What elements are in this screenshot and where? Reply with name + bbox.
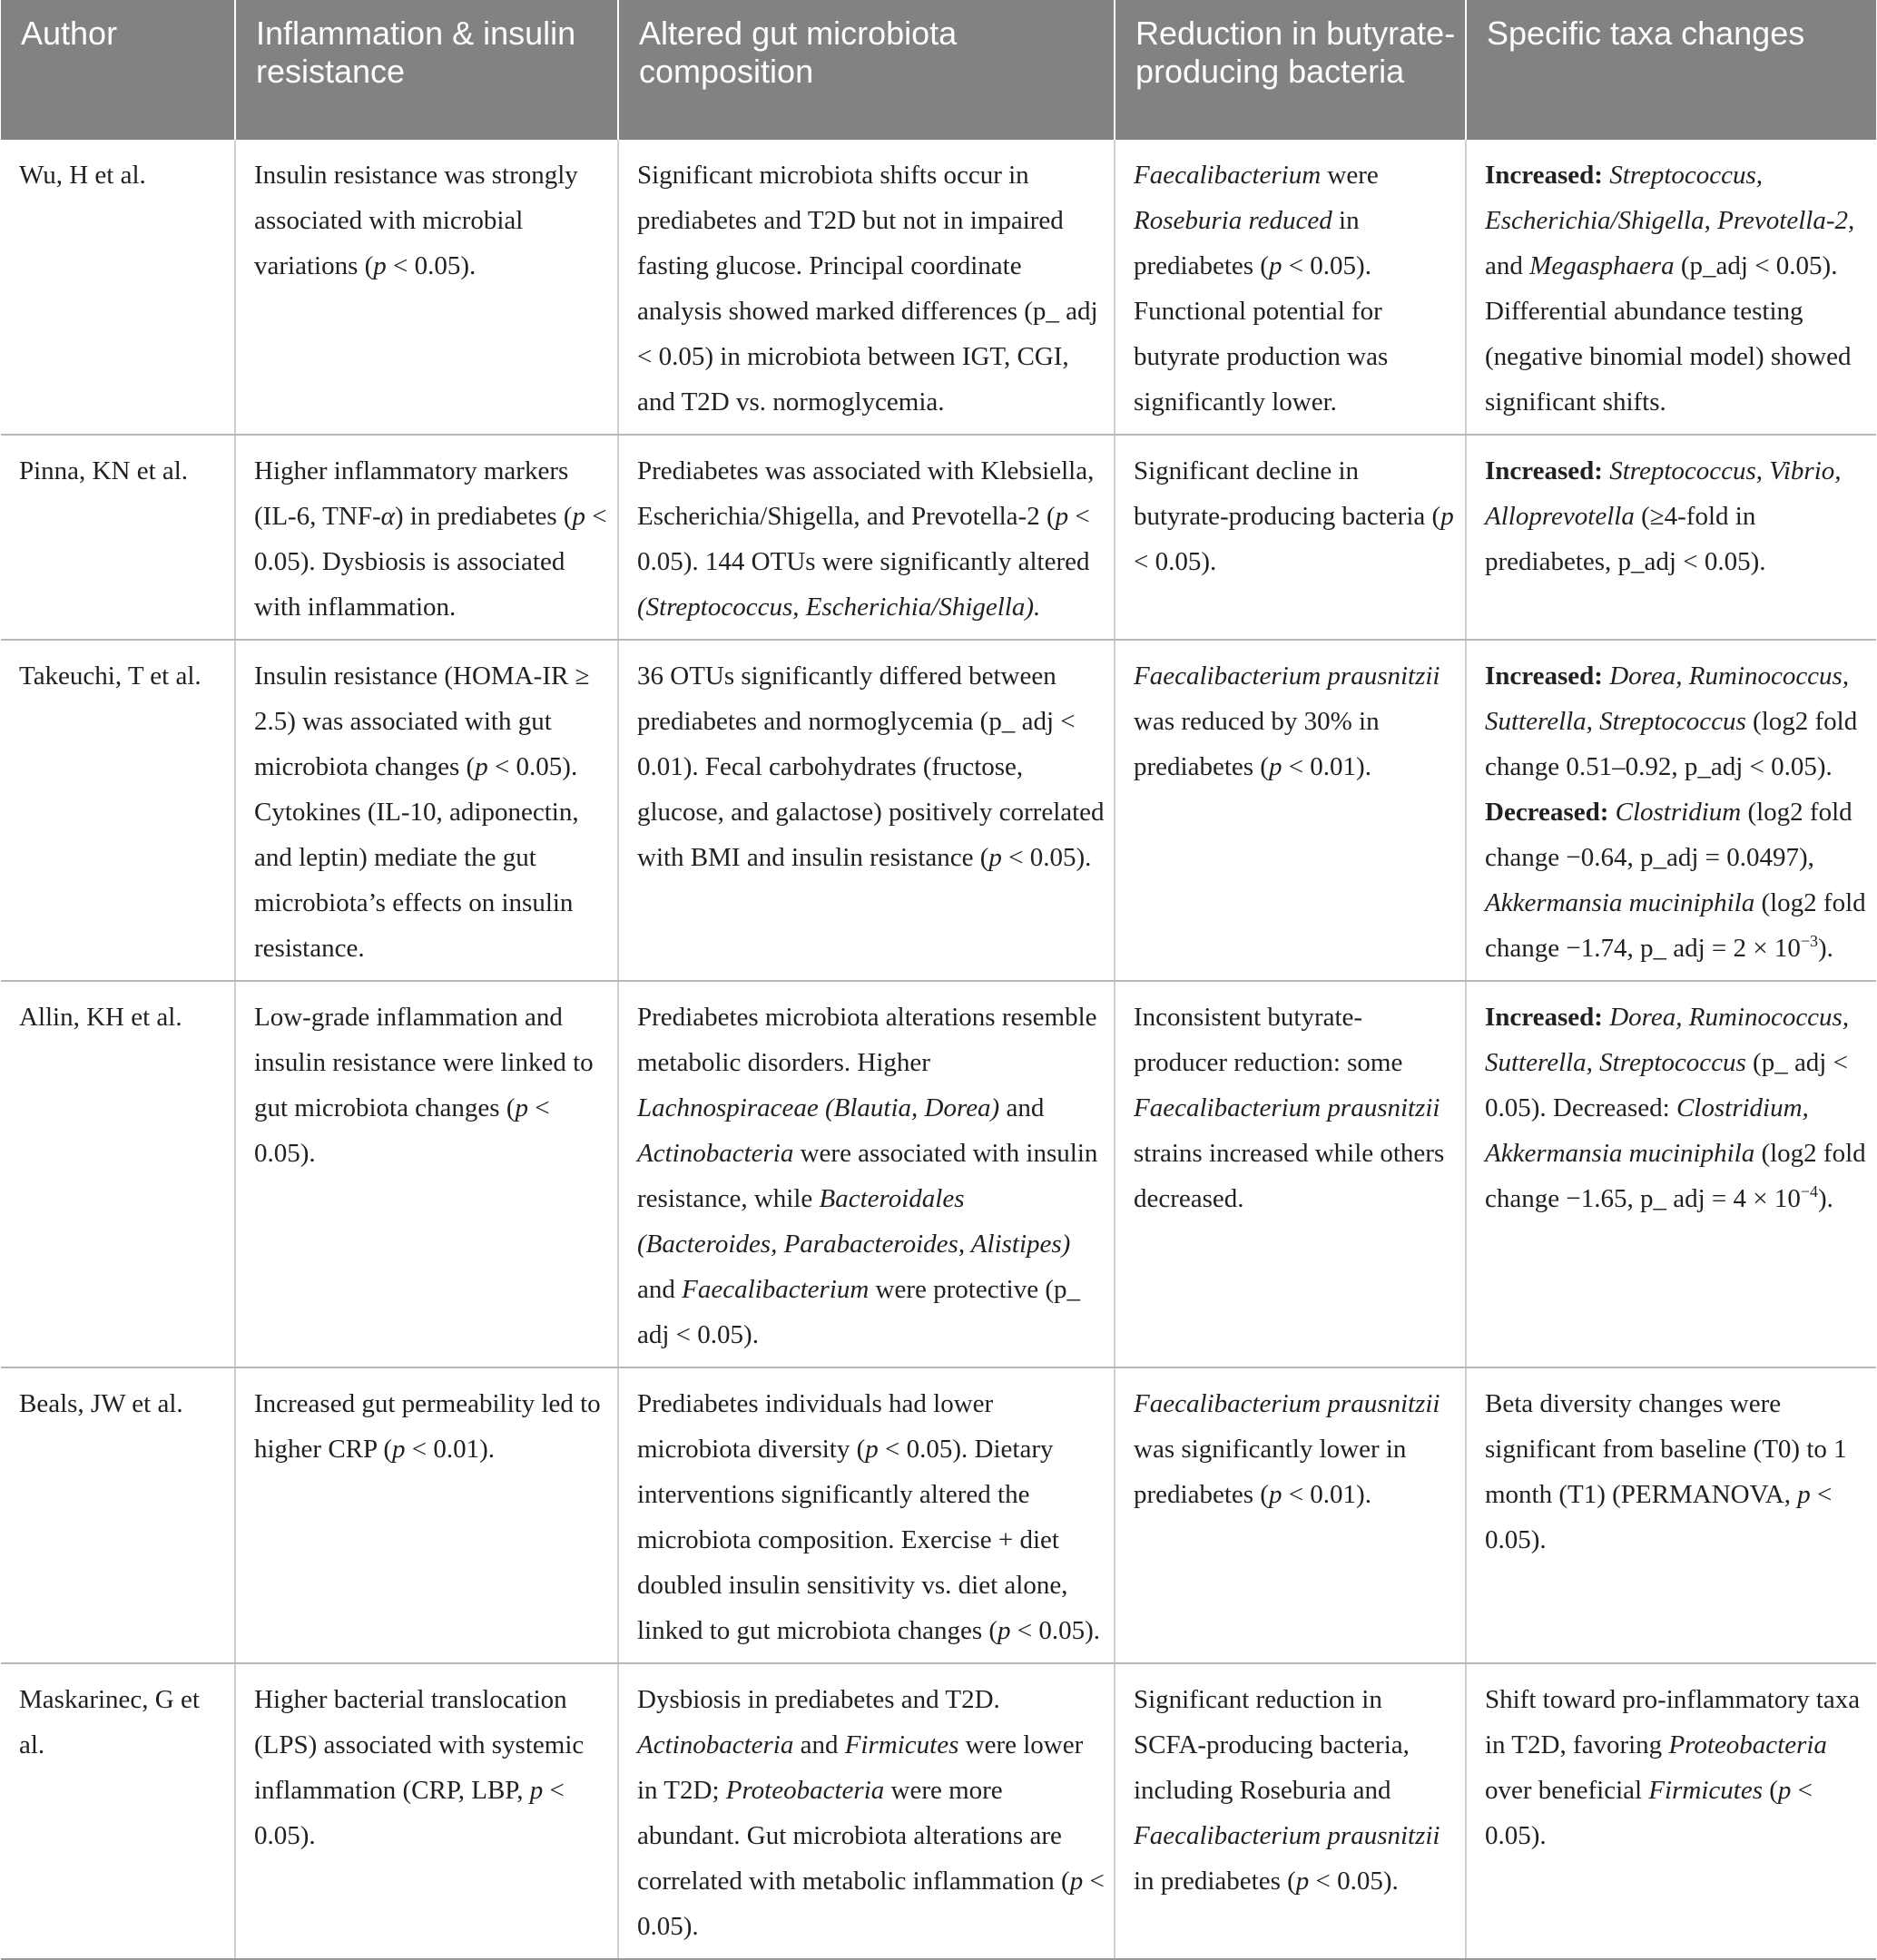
author-cell: Takeuchi, T et al. — [1, 640, 235, 981]
italic-text: Firmicutes — [1648, 1776, 1763, 1805]
italic-text: Clostridium — [1615, 798, 1742, 827]
table-row — [1, 435, 1876, 640]
italic-text: p — [515, 1093, 528, 1122]
butyrate-cell: Faecalibacterium were Roseburia reduced in prediabetes (p < 0.05). Functional potential for butyrate production was significantly lower. — [1115, 140, 1466, 435]
italic-text: Dorea, Ruminococcus, Sutterella, Streptococcus — [1485, 1003, 1850, 1077]
bold-label: Increased: — [1485, 456, 1603, 485]
header-microbiota: Altered gut microbiota composition — [618, 0, 1115, 140]
bold-label: Increased: — [1485, 161, 1603, 190]
italic-text: Dorea, Ruminococcus, Sutterella, Streptococcus — [1485, 662, 1850, 736]
header-butyrate: Reduction in butyrate-producing bacteria — [1115, 0, 1466, 140]
italic-text: Streptococcus, Escherichia/Shigella, Prevotella-2, — [1485, 161, 1855, 235]
inflammation-cell: Higher inflammatory markers (IL-6, TNF-α) in prediabetes (p < 0.05). Dysbiosis is associated with inflammation. — [235, 435, 618, 640]
italic-text: Lachnospiraceae (Blautia, Dorea) — [637, 1093, 1000, 1122]
italic-text: Actinobacteria — [637, 1139, 794, 1168]
taxa-cell: Beta diversity changes were significant from baseline (T0) to 1 month (T1) (PERMANOVA, p < 0.05). — [1466, 1367, 1876, 1663]
italic-text: Proteobacteria — [725, 1776, 885, 1805]
butyrate-cell: Inconsistent butyrate-producer reduction: some Faecalibacterium prausnitzii strains increased while others decreased. — [1115, 981, 1466, 1367]
superscript: −3 — [1800, 932, 1818, 951]
italic-text: (Streptococcus, Escherichia/Shigella). — [637, 593, 1041, 622]
bold-label: Increased: — [1485, 1003, 1603, 1032]
table-row — [1, 1663, 1876, 1959]
superscript: −4 — [1800, 1182, 1818, 1201]
italic-text: Clostridium, Akkermansia muciniphila — [1485, 1093, 1809, 1168]
butyrate-cell: Faecalibacterium prausnitzii was reduced by 30% in prediabetes (p < 0.01). — [1115, 640, 1466, 981]
italic-text: Proteobacteria — [1668, 1730, 1827, 1759]
italic-text: Akkermansia muciniphila — [1485, 888, 1755, 917]
author-cell: Beals, JW et al. — [1, 1367, 235, 1663]
italic-text: Firmicutes — [844, 1730, 959, 1759]
header-row — [1, 0, 1876, 140]
microbiota-cell: Significant microbiota shifts occur in prediabetes and T2D but not in impaired fasting glucose. Principal coordinate analysis showed marked differences (p_ adj < 0.05) in microbiota between IGT, CGI, and T2D vs. normoglycemia. — [618, 140, 1115, 435]
microbiota-cell: Dysbiosis in prediabetes and T2D. Actinobacteria and Firmicutes were lower in T2D; Proteobacteria were more abundant. Gut microbiota alterations are correlated with metabolic inflammation (p < 0.05). — [618, 1663, 1115, 1959]
italic-text: p — [1295, 1867, 1310, 1896]
bold-label: Decreased: — [1485, 798, 1609, 827]
inflammation-cell: Insulin resistance (HOMA-IR ≥ 2.5) was associated with gut microbiota changes (p < 0.05). Cytokines (IL-10, adiponectin, and leptin) mediate the gut microbiota’s effects on insulin resistance. — [235, 640, 618, 981]
inflammation-cell: Increased gut permeability led to higher CRP (p < 0.01). — [235, 1367, 618, 1663]
header-taxa: Specific taxa changes — [1466, 0, 1876, 140]
author-cell: Allin, KH et al. — [1, 981, 235, 1367]
table-row — [1, 981, 1876, 1367]
italic-text: Actinobacteria — [637, 1730, 794, 1759]
italic-text: Faecalibacterium — [1134, 161, 1322, 190]
italic-text: Roseburia reduced — [1134, 206, 1332, 235]
italic-text: p — [572, 502, 586, 531]
table-row — [1, 1367, 1876, 1663]
italic-text: α — [380, 502, 395, 531]
italic-text: Megasphaera — [1529, 251, 1675, 280]
italic-text: p — [988, 843, 1002, 872]
table-container — [1, 0, 1876, 1960]
header-inflammation: Inflammation & insulin resistance — [235, 0, 618, 140]
italic-text: Bacteroidales (Bacteroides, Parabacteroides, Alistipes) — [637, 1184, 1071, 1259]
taxa-cell: Increased: Streptococcus, Vibrio, Alloprevotella (≥4-fold in prediabetes, p_adj < 0.05). — [1466, 435, 1876, 640]
microbiota-cell: 36 OTUs significantly differed between prediabetes and normoglycemia (p_ adj < 0.01). Fecal carbohydrates (fructose, glucose, and galactose) positively correlated with BMI and insulin resistance (p < 0.05). — [618, 640, 1115, 981]
italic-text: p — [1268, 752, 1282, 781]
italic-text: p — [529, 1776, 544, 1805]
italic-text: p — [1777, 1776, 1792, 1805]
taxa-cell: Shift toward pro-inflammatory taxa in T2D, favoring Proteobacteria over beneficial Firmicutes (p < 0.05). — [1466, 1663, 1876, 1959]
italic-text: p — [997, 1616, 1011, 1645]
inflammation-cell: Low-grade inflammation and insulin resistance were linked to gut microbiota changes (p < 0.05). — [235, 981, 618, 1367]
italic-text: p — [475, 752, 488, 781]
italic-text: p — [1268, 1480, 1282, 1509]
italic-text: p — [1055, 502, 1069, 531]
table-row — [1, 640, 1876, 981]
taxa-cell: Increased: Streptococcus, Escherichia/Shigella, Prevotella-2, and Megasphaera (p_adj < 0.05). Differential abundance testing (negative binomial model) showed significant shifts. — [1466, 140, 1876, 435]
data-table — [1, 0, 1876, 1960]
bold-label: Increased: — [1485, 662, 1603, 691]
italic-text: p — [373, 251, 387, 280]
italic-text: Streptococcus, Vibrio, Alloprevotella — [1485, 456, 1842, 531]
taxa-cell: Increased: Dorea, Ruminococcus, Sutterella, Streptococcus (p_ adj < 0.05). Decreased: Clostridium, Akkermansia muciniphila (log2 fold change −1.65, p_ adj = $4 \times 10^{-4}$). — [1466, 981, 1876, 1367]
taxa-cell: Increased: Dorea, Ruminococcus, Sutterella, Streptococcus (log2 fold change 0.51–0.92, p_adj < 0.05). Decreased: Clostridium (log2 fold change −0.64, p_adj = 0.0497), Akkermansia muciniphila (log2 fold change −1.74, p_ adj = $2 \times 10^{-3}$). — [1466, 640, 1876, 981]
italic-text: Faecalibacterium prausnitzii — [1134, 1389, 1440, 1418]
italic-text: Faecalibacterium prausnitzii — [1134, 1821, 1440, 1850]
inflammation-cell: Insulin resistance was strongly associated with microbial variations (p < 0.05). — [235, 140, 618, 435]
microbiota-cell: Prediabetes individuals had lower microbiota diversity (p < 0.05). Dietary interventions significantly altered the microbiota composition. Exercise + diet doubled insulin sensitivity vs. diet alone, linked to gut microbiota changes (p < 0.05). — [618, 1367, 1115, 1663]
italic-text: p — [391, 1435, 406, 1464]
italic-text: p — [1440, 502, 1454, 531]
table-row — [1, 140, 1876, 435]
italic-text: Faecalibacterium prausnitzii — [1134, 662, 1440, 691]
italic-text: p — [1268, 251, 1282, 280]
butyrate-cell: Significant decline in butyrate-producing bacteria (p < 0.05). — [1115, 435, 1466, 640]
butyrate-cell: Faecalibacterium prausnitzii was significantly lower in prediabetes (p < 0.01). — [1115, 1367, 1466, 1663]
italic-text: p — [865, 1435, 879, 1464]
header-author: Author — [1, 0, 235, 140]
butyrate-cell: Significant reduction in SCFA-producing bacteria, including Roseburia and Faecalibacterium prausnitzii in prediabetes (p < 0.05). — [1115, 1663, 1466, 1959]
italic-text: p — [1797, 1480, 1811, 1509]
italic-text: p — [1069, 1867, 1084, 1896]
author-cell: Pinna, KN et al. — [1, 435, 235, 640]
italic-text: Faecalibacterium — [682, 1275, 870, 1304]
author-cell: Maskarinec, G et al. — [1, 1663, 235, 1959]
inflammation-cell: Higher bacterial translocation (LPS) associated with systemic inflammation (CRP, LBP, p < 0.05). — [235, 1663, 618, 1959]
author-cell: Wu, H et al. — [1, 140, 235, 435]
microbiota-cell: Prediabetes was associated with Klebsiella, Escherichia/Shigella, and Prevotella-2 (p < 0.05). 144 OTUs were significantly altered (Streptococcus, Escherichia/Shigella). — [618, 435, 1115, 640]
microbiota-cell: Prediabetes microbiota alterations resemble metabolic disorders. Higher Lachnospiraceae (Blautia, Dorea) and Actinobacteria were associated with insulin resistance, while Bacteroidales (Bacteroides, Parabacteroides, Alistipes) and Faecalibacterium were protective (p_ adj < 0.05). — [618, 981, 1115, 1367]
italic-text: Faecalibacterium prausnitzii — [1134, 1093, 1440, 1122]
